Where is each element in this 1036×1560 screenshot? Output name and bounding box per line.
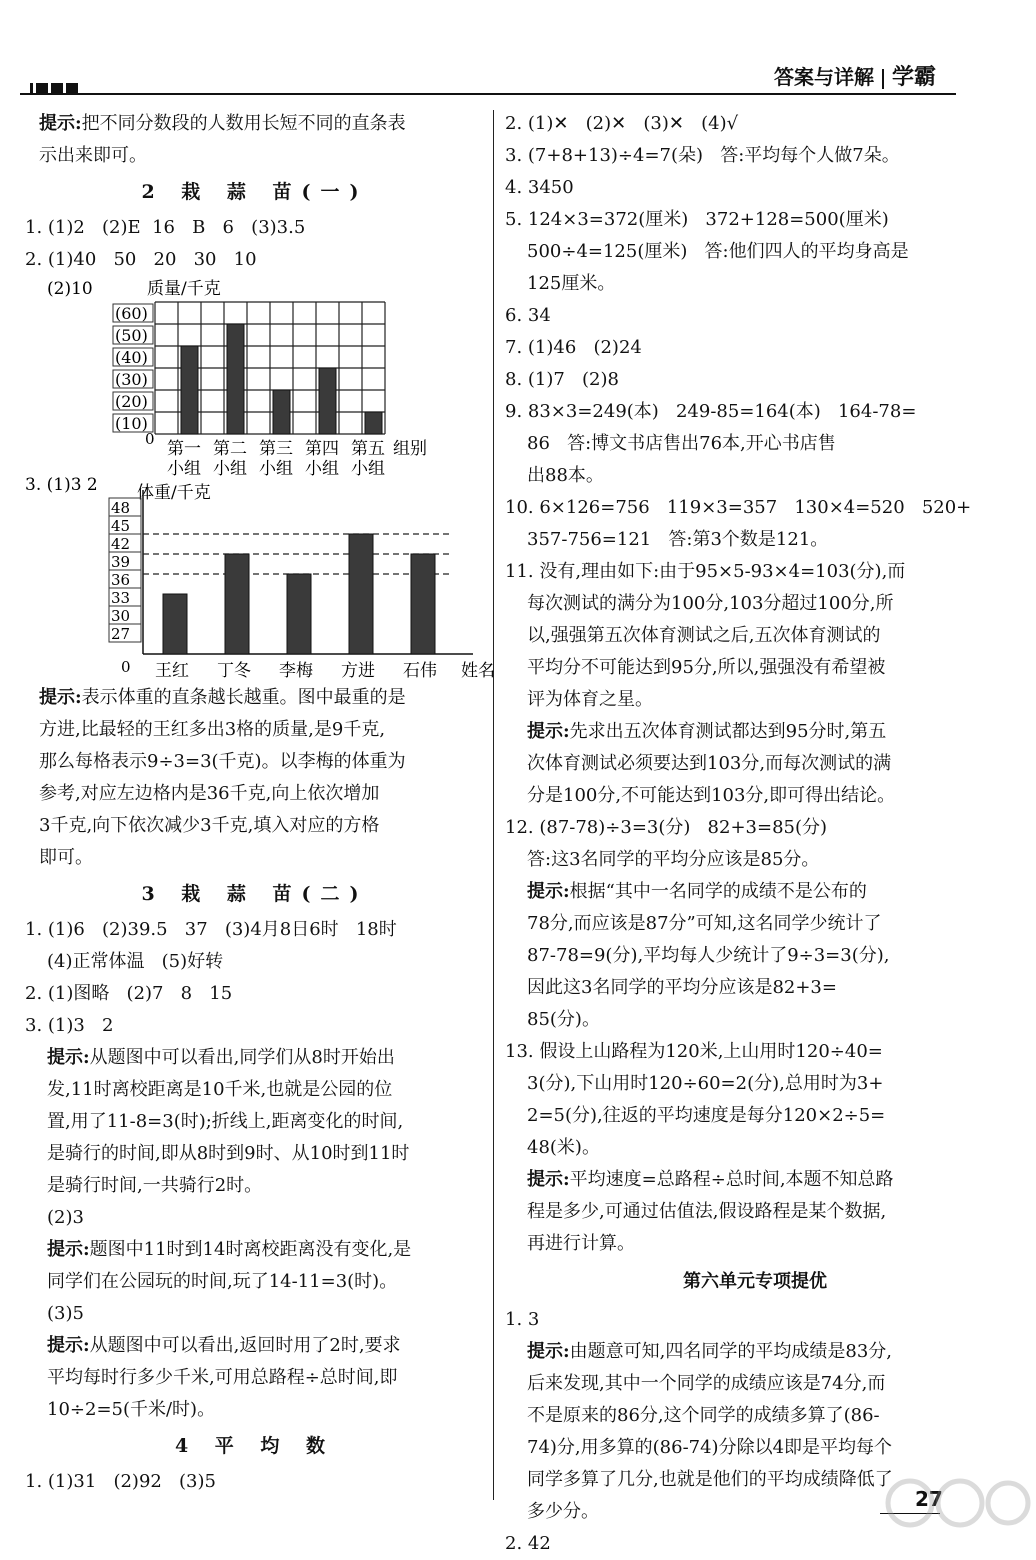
answer-line: 7. (1)46 (2)24 [505, 337, 642, 358]
x-category-label: 石伟 [403, 661, 437, 681]
x-category-label: 小组 [259, 459, 293, 479]
answer-line: 以,强强第五次体育测试之后,五次体育测试的 [527, 625, 881, 646]
hint-line [25, 1042, 485, 1074]
bar [227, 324, 244, 434]
x-category-label: 丁冬 [217, 661, 251, 681]
answer-line: 3. (7+8+13)÷4=7(朵) 答:平均每个人做7朵。 [505, 145, 900, 166]
answer-line: 2. (1)图略 (2)7 8 15 [25, 983, 233, 1004]
hint-line: 示出来即可。 [39, 145, 147, 166]
y-tick-label: (50) [115, 326, 148, 345]
x-category-label: 第五 [351, 439, 385, 459]
bar [273, 390, 290, 434]
hint-label: 提示: [39, 687, 82, 708]
answer-line: 2=5(分),往返的平均速度是每分120×2÷5= [527, 1105, 886, 1126]
hint-line [505, 1164, 1005, 1196]
hint-label: 提示: [527, 1169, 570, 1190]
hint-text: 根据“其中一名同学的成绩不是公布的 [569, 881, 867, 902]
hint-line [505, 716, 1005, 748]
hint-text: 由题意可知,四名同学的平均成绩是83分, [569, 1341, 893, 1362]
hint-line: 即可。 [39, 847, 93, 868]
hint-line: 平均每时行多少千米,可用总路程÷总时间,即 [47, 1367, 398, 1388]
answer-line: 评为体育之星。 [527, 689, 653, 710]
answer-line: 357-756=121 答:第3个数是121。 [527, 529, 829, 550]
y-tick-label: 45 [111, 517, 131, 535]
hint-label: 提示: [39, 113, 82, 134]
bar-chart-1 [25, 276, 485, 479]
origin-label: 0 [145, 430, 155, 448]
watermark-logo [880, 1475, 1030, 1535]
hint-label: 提示: [47, 1239, 90, 1260]
hint-line: 那么每格表示9÷3=3(千克)。以李梅的体重为 [39, 751, 406, 772]
hint-text: 题图中11时到14时离校距离没有变化,是 [89, 1239, 412, 1260]
hint-text: 从题图中可以看出,返回时用了2时,要求 [89, 1335, 401, 1356]
answer-line: 1. (1)31 (2)92 (3)5 [25, 1471, 216, 1492]
bar-chart-2 [25, 470, 495, 682]
hint-text: 先求出五次体育测试都达到95分时,第五 [569, 721, 887, 742]
hint-line: 参考,对应左边格内是36千克,向上依次增加 [39, 783, 380, 804]
answer-line: 1. (1)6 (2)39.5 37 (3)4月8日6时 18时 [25, 919, 397, 940]
y-tick-label: 42 [111, 535, 131, 553]
x-category-label: 李梅 [279, 661, 313, 681]
hint-line: 分是100分,不可能达到103分,即可得出结论。 [527, 785, 896, 806]
hint-label: 提示: [527, 721, 570, 742]
answer-line: 答:这3名同学的平均分应该是85分。 [527, 849, 820, 870]
x-category-label: 小组 [351, 459, 385, 479]
hint-label: 提示: [47, 1335, 90, 1356]
y-tick-label: (10) [115, 414, 148, 433]
hint-line: 85(分)。 [527, 1009, 600, 1030]
x-axis-label: 组别 [393, 439, 427, 459]
answer-line: (4)正常体温 (5)好转 [47, 951, 224, 972]
x-category-label: 方进 [341, 661, 375, 681]
answer-line: 13. 假设上山路程为120米,上山用时120÷40= [505, 1041, 883, 1062]
hint-line: 74)分,用多算的(86-74)分除以4即是平均每个 [527, 1437, 893, 1458]
section-title: 3 栽 蒜 苗(二) [141, 883, 369, 905]
header-rule [20, 93, 956, 95]
y-axis-label: 质量/千克 [147, 279, 221, 299]
left-column [25, 108, 495, 1498]
y-tick-label: (20) [115, 392, 148, 411]
x-axis-label: 姓名 [461, 661, 495, 681]
hint-line: 多少分。 [527, 1501, 599, 1522]
x-category-label: 小组 [213, 459, 247, 479]
hint-line [505, 1336, 1005, 1368]
answer-number: 3. (1)3 2 [25, 475, 98, 495]
hint-label: 提示: [47, 1047, 90, 1068]
hint-line: 3千克,向下依次减少3千克,填入对应的方格 [39, 815, 380, 836]
section-title: 2 栽 蒜 苗(一) [141, 181, 369, 203]
y-tick-label: 30 [111, 607, 131, 625]
bar [225, 554, 249, 654]
answer-line: 4. 3450 [505, 177, 574, 198]
hint-text: 平均速度=总路程÷总时间,本题不知总路 [569, 1169, 894, 1190]
hint-line: 是骑行的时间,即从8时到9时、从10时到11时 [47, 1143, 410, 1164]
x-category-label: 第三 [259, 439, 293, 459]
y-tick-label: (40) [115, 348, 148, 367]
hint-line [25, 108, 485, 140]
answer-line: 10. 6×126=756 119×3=357 130×4=520 520+ [505, 497, 972, 518]
bar [163, 594, 187, 654]
answer-line: 500÷4=125(厘米) 答:他们四人的平均身高是 [527, 241, 909, 262]
answer-line: 平均分不可能达到95分,所以,强强没有希望被 [527, 657, 886, 678]
hint-text: 从题图中可以看出,同学们从8时开始出 [89, 1047, 395, 1068]
origin-label: 0 [121, 658, 131, 676]
header-title-block [774, 60, 936, 91]
hint-line [25, 682, 485, 714]
y-axis-label: 体重/千克 [137, 483, 211, 503]
answer-line: 2. 42 [505, 1533, 551, 1554]
y-tick-label: (30) [115, 370, 148, 389]
answer-line: 125厘米。 [527, 273, 616, 294]
answer-line: 86 答:博文书店售出76本,开心书店售 [527, 433, 836, 454]
hint-label: 提示: [527, 881, 570, 902]
answer-line: 2. (1)✕ (2)✕ (3)✕ (4)√ [505, 113, 739, 134]
y-tick-label: 33 [111, 589, 131, 607]
hint-label: 提示: [527, 1341, 570, 1362]
header-separator [882, 69, 884, 89]
hint-line: 同学多算了几分,也就是他们的平均成绩降低了 [527, 1469, 893, 1490]
hint-line: 后来发现,其中一个同学的成绩应该是74分,而 [527, 1373, 886, 1394]
hint-text: 表示体重的直条越长越重。图中最重的是 [81, 687, 406, 708]
hint-line: 87-78=9(分),平均每人少统计了9÷3=3(分), [527, 945, 890, 966]
right-column [505, 108, 1005, 1560]
answer-line: (2)3 [47, 1207, 84, 1228]
answer-line: 出88本。 [527, 465, 604, 486]
chart-weight-by-group [25, 276, 485, 479]
hint-line: 10÷2=5(千米/时)。 [47, 1399, 216, 1420]
x-category-label: 小组 [305, 459, 339, 479]
hint-line: 置,用了11-8=3(时);折线上,距离变化的时间, [47, 1111, 404, 1132]
hint-text: 把不同分数段的人数用长短不同的直条表 [81, 113, 406, 134]
answer-line: 6. 34 [505, 305, 551, 326]
hint-line [25, 1234, 485, 1266]
answer-line: 2. (1)40 50 20 30 10 [25, 249, 257, 270]
page-header [0, 0, 1036, 100]
page-number: 27 [915, 1487, 943, 1511]
answer-line: 9. 83×3=249(本) 249-85=164(本) 164-78= [505, 401, 917, 422]
hint-line: 78分,而应该是87分”可知,这名同学少统计了 [527, 913, 882, 934]
hint-line: 不是原来的86分,这个同学的成绩多算了(86- [527, 1405, 880, 1426]
answer-line: 每次测试的满分为100分,103分超过100分,所 [527, 593, 894, 614]
y-tick-label: 48 [111, 499, 131, 517]
x-category-label: 第四 [305, 439, 339, 459]
x-category-label: 第一 [167, 439, 201, 459]
x-category-label: 王红 [155, 661, 189, 681]
x-category-label: 第二 [213, 439, 247, 459]
bar [319, 368, 336, 434]
answer-line: 48(米)。 [527, 1137, 600, 1158]
hint-line [25, 1330, 485, 1362]
header-marks [30, 80, 81, 99]
hint-line: 程是多少,可通过估值法,假设路程是某个数据, [527, 1201, 887, 1222]
answer-line: (3)5 [47, 1303, 84, 1324]
bar [411, 554, 435, 654]
hint-line: 是骑行时间,一共骑行2时。 [47, 1175, 263, 1196]
hint-line: 发,11时离校距离是10千米,也就是公园的位 [47, 1079, 393, 1100]
header-title: 答案与详解 [773, 65, 874, 89]
header-brand: 学霸 [891, 65, 936, 90]
chart-body-weight [25, 470, 495, 682]
hint-line: 因此这3名同学的平均分应该是82+3= [527, 977, 837, 998]
answer-line: 8. (1)7 (2)8 [505, 369, 619, 390]
bar [181, 346, 198, 434]
hint-line: 再进行计算。 [527, 1233, 635, 1254]
answer-line: 3. (1)3 2 [25, 1015, 114, 1036]
column-divider [493, 110, 494, 1500]
y-tick-label: 27 [111, 625, 131, 643]
answer-line: 1. (1)2 (2)E 16 B 6 (3)3.5 [25, 217, 306, 238]
y-tick-label: 36 [111, 571, 131, 589]
bar [365, 412, 382, 434]
bar [287, 574, 311, 654]
section-title: 第六单元专项提优 [683, 1271, 827, 1292]
answer-line: 1. 3 [505, 1309, 540, 1330]
y-tick-label: 39 [111, 553, 131, 571]
hint-line: 方进,比最轻的王红多出3格的质量,是9千克, [39, 719, 386, 740]
answer-line: 11. 没有,理由如下:由于95×5-93×4=103(分),而 [505, 561, 906, 582]
answer-fragment: (2)10 [47, 279, 93, 299]
answer-line: 3(分),下山用时120÷60=2(分),总用时为3+ [527, 1073, 884, 1094]
hint-line: 次体育测试必须要达到103分,而每次测试的满 [527, 753, 892, 774]
y-tick-label: (60) [115, 304, 148, 323]
x-category-label: 小组 [167, 459, 201, 479]
hint-line: 同学们在公园玩的时间,玩了14-11=3(时)。 [47, 1271, 398, 1292]
answer-line: 12. (87-78)÷3=3(分) 82+3=85(分) [505, 817, 828, 838]
hint-line [505, 876, 1005, 908]
bar [349, 534, 373, 654]
answer-line: 5. 124×3=372(厘米) 372+128=500(厘米) [505, 209, 889, 230]
section-title: 4 平 均 数 [174, 1435, 336, 1457]
